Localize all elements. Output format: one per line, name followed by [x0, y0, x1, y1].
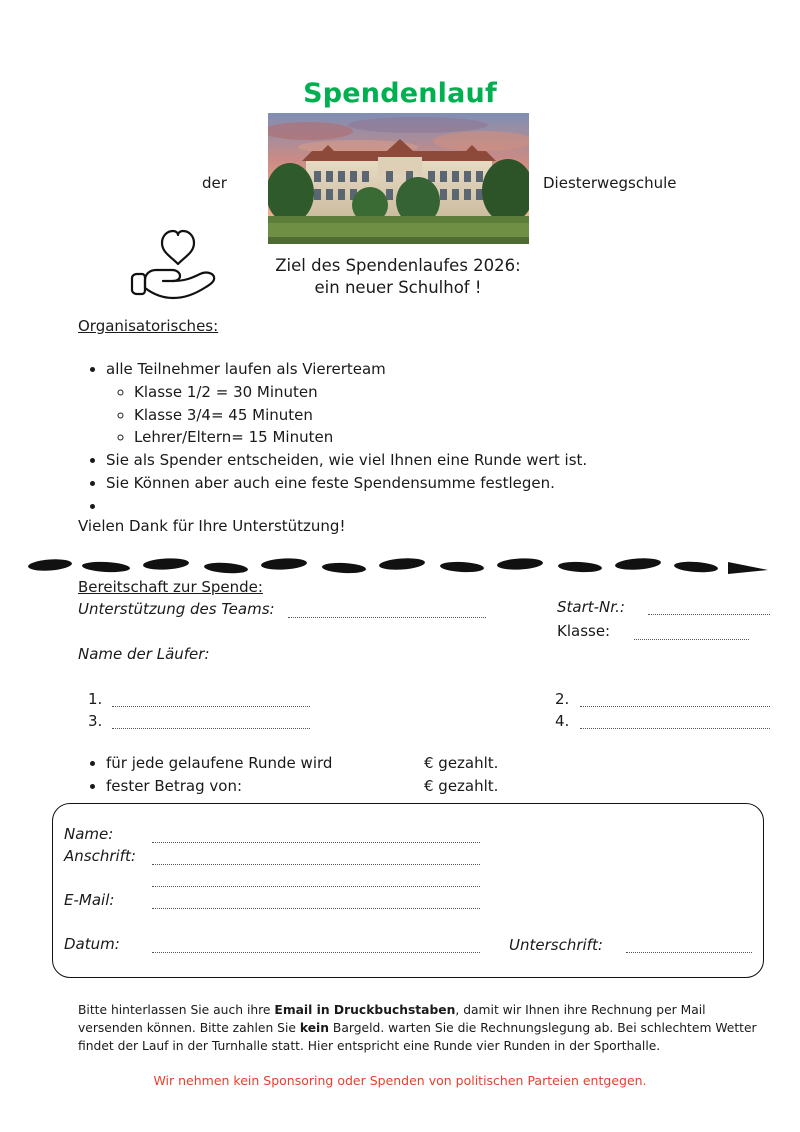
class-input[interactable] — [634, 639, 749, 640]
amount-per-round-label: € gezahlt. — [424, 754, 499, 772]
list-item-empty — [106, 495, 746, 515]
list-item: • alle Teilnehmer laufen als Viererteam — [106, 358, 746, 381]
political-parties-note: Wir nehmen kein Sponsoring oder Spenden von politischen Parteien entgegen. — [153, 1073, 647, 1088]
contact-address-input-2[interactable] — [152, 886, 480, 887]
team-support-label: Unterstützung des Teams: — [78, 600, 275, 618]
list-item: • fester Betrag von: — [106, 775, 666, 798]
start-number-label: Start-Nr.: — [557, 598, 625, 616]
footer-note-bold2: kein — [299, 1020, 330, 1035]
runner-3-input[interactable] — [112, 728, 310, 729]
donation-section-heading: Bereitschaft zur Spende: — [78, 578, 263, 596]
contact-address-label: Anschrift: — [64, 847, 136, 865]
contact-date-input[interactable] — [152, 952, 480, 953]
contact-name-label: Name: — [64, 825, 114, 843]
label-school-name: Diesterwegschule — [543, 174, 677, 192]
footer-note-part3: Bargeld. warten Sie die Rechnungslegung ab. Bei schlechtem Wetter findet der Lauf in der Turnhalle statt. Hier entspricht eine Runde vier Runden in der Sporthalle. — [78, 1020, 757, 1053]
runners-label: Name der Läufer: — [78, 645, 210, 663]
footer-note-bold1: Email in Druckbuchstaben — [274, 1003, 456, 1017]
contact-email-label: E-Mail: — [64, 891, 115, 909]
runner-2-number: 2. — [555, 690, 570, 708]
goal-text — [248, 255, 548, 300]
runner-2-input[interactable] — [580, 706, 770, 707]
hand-holding-heart-icon — [128, 224, 228, 306]
start-number-input[interactable] — [648, 614, 770, 615]
runner-4-number: 4. — [555, 712, 570, 730]
organisation-heading: Organisatorisches: — [78, 317, 219, 335]
footer-note-part2: , damit wir Ihnen ihre Rechnung per Mail versenden können. Bitte zahlen Sie — [78, 1003, 706, 1035]
list-item: • für jede gelaufene Runde wird — [106, 752, 666, 775]
class-label: Klasse: — [557, 622, 611, 640]
label-der: der — [202, 174, 227, 192]
organisation-list — [78, 358, 746, 515]
contact-signature-input[interactable] — [626, 952, 752, 953]
runner-4-input[interactable] — [580, 728, 770, 729]
school-building-photo — [268, 113, 529, 244]
list-item: ◦ Klasse 1/2 = 30 Minuten — [134, 381, 746, 404]
contact-address-input[interactable] — [152, 864, 480, 865]
team-support-input[interactable] — [288, 617, 486, 618]
goal-line-1: Ziel des Spendenlaufes 2026: — [275, 256, 521, 275]
fixed-amount-label: € gezahlt. — [424, 777, 499, 795]
page-title: Spendenlauf — [303, 78, 497, 109]
list-item: • Sie Können aber auch eine feste Spendensumme festlegen. — [106, 472, 746, 495]
thanks-text: Vielen Dank für Ihre Unterstützung! — [78, 517, 346, 535]
footer-note-part1: Bitte hinterlassen Sie auch ihre — [78, 1003, 275, 1017]
contact-date-label: Datum: — [64, 935, 120, 953]
list-item: • Sie als Spender entscheiden, wie viel Ihnen eine Runde wert ist. — [106, 449, 746, 472]
contact-name-input[interactable] — [152, 842, 480, 843]
footer-note — [78, 1002, 770, 1055]
runner-3-number: 3. — [88, 712, 103, 730]
cut-line-divider — [28, 548, 772, 582]
runner-1-number: 1. — [88, 690, 103, 708]
goal-line-2: ein neuer Schulhof ! — [314, 278, 482, 298]
contact-email-input[interactable] — [152, 908, 480, 909]
runner-1-input[interactable] — [112, 706, 310, 707]
list-item: ◦ Lehrer/Eltern= 15 Minuten — [134, 426, 746, 449]
organisation-sublist — [106, 381, 746, 449]
list-item: ◦ Klasse 3/4= 45 Minuten — [134, 404, 746, 427]
contact-signature-label: Unterschrift: — [509, 936, 603, 954]
payment-options-list — [78, 752, 666, 799]
